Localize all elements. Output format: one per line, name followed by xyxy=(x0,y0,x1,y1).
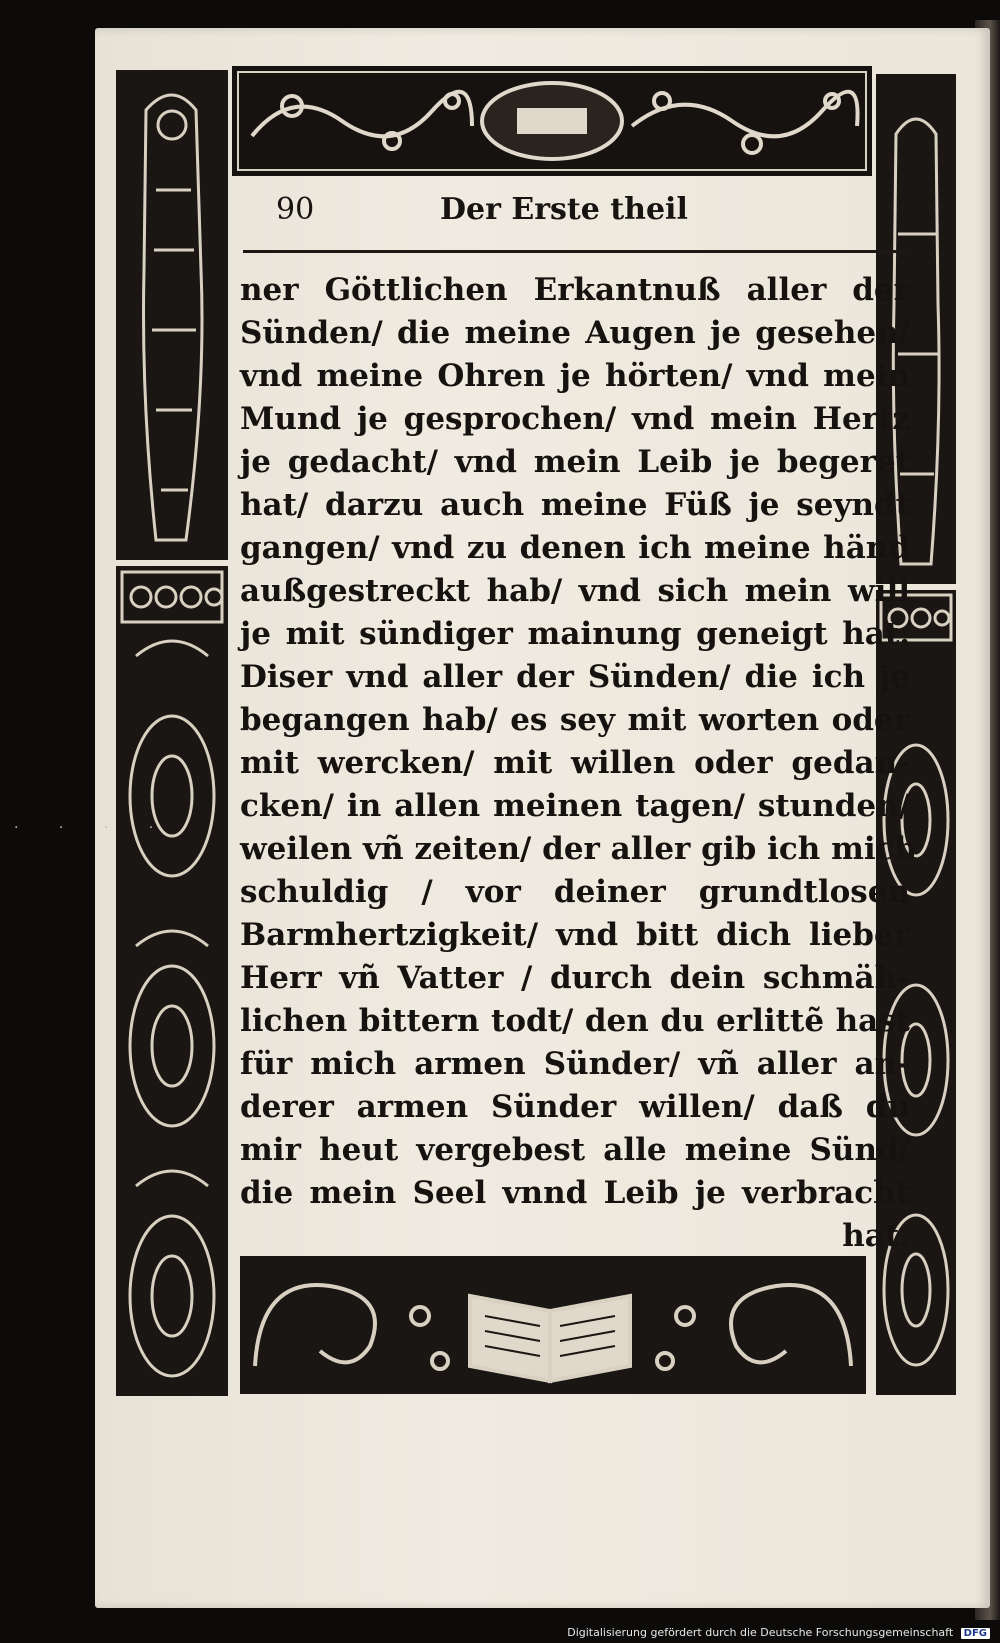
page-header xyxy=(270,188,910,236)
text-line: außgestreckt hab/ vnd sich mein will xyxy=(240,573,910,609)
body-text xyxy=(240,268,918,1318)
text-line: je mit sündiger mainung geneigt hat. xyxy=(240,616,910,652)
margin-marks: · · · · xyxy=(14,820,172,836)
text-line: Barmhertzigkeit/ vnd bitt dich lieber xyxy=(240,917,910,953)
text-line: hat. xyxy=(842,1218,910,1254)
text-line: Diser vnd aller der Sünden/ die ich je xyxy=(240,659,910,695)
text-line: schuldig / vor deiner grundtlosen xyxy=(240,874,910,910)
text-line: Herr vñ Vatter / durch dein schmäh- xyxy=(240,960,910,996)
text-line: Sünden/ die meine Augen je gesehen/ xyxy=(240,315,910,351)
text-line: für mich armen Sünder/ vñ aller an- xyxy=(240,1046,910,1082)
page-number: 90 xyxy=(276,192,315,227)
text-line: mit wercken/ mit willen oder gedan- xyxy=(240,745,910,781)
left-figure-ornament xyxy=(116,70,228,560)
text-line: weilen vñ zeiten/ der aller gib ich mich xyxy=(240,831,918,867)
text-line: mir heut vergebest alle meine Sünd/ xyxy=(240,1132,910,1168)
credit-text: Digitalisierung gefördert durch die Deutsche Forschungsgemeinschaft xyxy=(567,1626,954,1639)
text-line: cken/ in allen meinen tagen/ stunden/ xyxy=(240,788,910,824)
text-line: derer armen Sünder willen/ daß du xyxy=(240,1089,910,1125)
top-ornament-border xyxy=(232,66,872,176)
dfg-logo: DFG xyxy=(961,1628,990,1639)
header-rule xyxy=(243,250,908,253)
digitization-credit xyxy=(567,1626,990,1639)
text-line: vnd meine Ohren je hörten/ vnd mein xyxy=(240,358,910,394)
text-line: begangen hab/ es sey mit worten oder xyxy=(240,702,910,738)
text-line: Mund je gesprochen/ vnd mein Hertz xyxy=(240,401,910,437)
text-line: ner Göttlichen Erkantnuß aller der xyxy=(240,272,910,308)
left-pillar-ornament xyxy=(116,566,228,1396)
text-line: lichen bittern todt/ den du erlittẽ hast xyxy=(240,1003,910,1039)
running-head: Der Erste theil xyxy=(440,192,688,227)
text-line: hat/ darzu auch meine Füß je seyndt xyxy=(240,487,910,523)
text-line: je gedacht/ vnd mein Leib je begeret xyxy=(240,444,910,480)
text-line: die mein Seel vnnd Leib je verbracht xyxy=(240,1175,910,1211)
text-line: gangen/ vnd zu denen ich meine händ xyxy=(240,530,910,566)
